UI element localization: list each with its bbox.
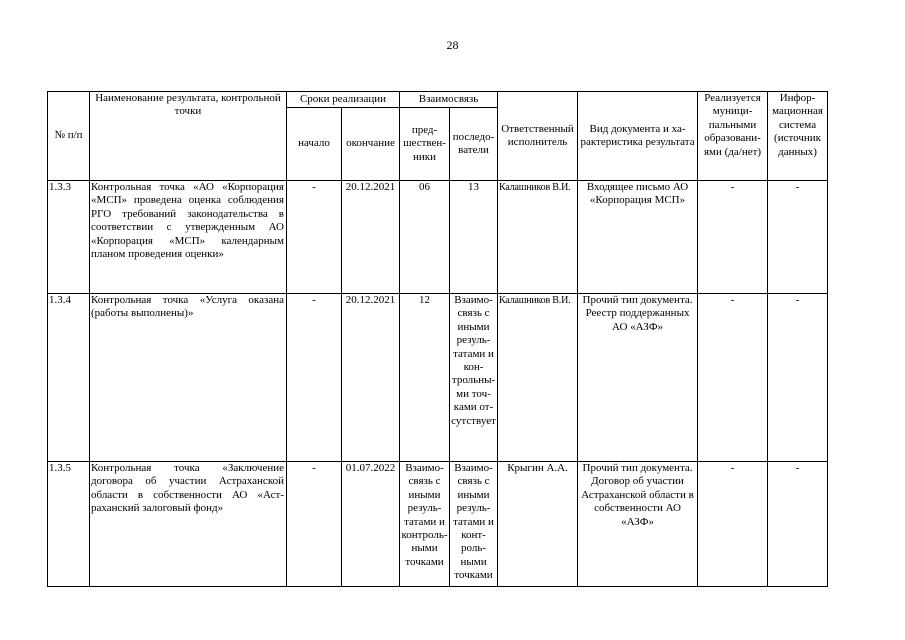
row-end: 01.07.2022 [342, 462, 400, 587]
row-name: Контрольная точка «АО «Корпорация «МСП» проведена оценка соблюдения РГО требований законодательства в соответствии с утвержденным АО «Корпорация «МСП» календарным планом проведения оценки» [90, 181, 287, 294]
table-row [48, 181, 828, 294]
header-municipal: Реализуется муниципальными образованиями (да/нет) [698, 92, 768, 181]
row-doc-type: Прочий тип документа. Договор об участии Астраханской области в собственности АО «АЗФ» [578, 462, 698, 587]
row-num: 1.3.5 [48, 462, 90, 587]
row-num: 1.3.4 [48, 294, 90, 462]
row-end: 20.12.2021 [342, 181, 400, 294]
row-municipal: - [698, 462, 768, 587]
row-end: 20.12.2021 [342, 294, 400, 462]
row-municipal: - [698, 181, 768, 294]
row-info-system: - [768, 462, 828, 587]
header-executor: Ответственный исполнитель [498, 92, 578, 181]
row-predecessors: 12 [400, 294, 450, 462]
header-num: № п/п [48, 92, 90, 181]
row-executor: Калашников В.И. [498, 181, 578, 294]
table-row [48, 462, 828, 587]
results-table [47, 91, 828, 587]
row-name: Контрольная точка «Услуга оказана (работы выполнены)» [90, 294, 287, 462]
page-number: 28 [446, 38, 459, 52]
row-start: - [287, 294, 342, 462]
row-successors: Взаимосвязь с иными результатами и контрольными точками [450, 462, 498, 587]
header-info-system: Информационная система (источник данных) [768, 92, 828, 181]
row-num: 1.3.3 [48, 181, 90, 294]
header-predecessors: предшественники [400, 108, 450, 181]
header-links: Взаимосвязь [400, 92, 498, 108]
header-name: Наименование результата, контрольной точки [90, 92, 287, 181]
header-doc-type: Вид документа и характеристика результата [578, 92, 698, 181]
row-doc-type: Прочий тип документа. Реестр поддержанных АО «АЗФ» [578, 294, 698, 462]
row-info-system: - [768, 294, 828, 462]
header-terms: Сроки реализации [287, 92, 400, 108]
header-end: окончание [342, 108, 400, 181]
row-start: - [287, 462, 342, 587]
row-predecessors: 06 [400, 181, 450, 294]
row-successors: 13 [450, 181, 498, 294]
row-successors: Взаимосвязь с иными результатами и контрольными точками отсутствует [450, 294, 498, 462]
row-doc-type: Входящее письмо АО «Корпорация МСП» [578, 181, 698, 294]
header-successors: последователи [450, 108, 498, 181]
row-predecessors: Взаимосвязь с иными результатами и контрольными точками [400, 462, 450, 587]
row-start: - [287, 181, 342, 294]
row-info-system: - [768, 181, 828, 294]
row-municipal: - [698, 294, 768, 462]
header-start: начало [287, 108, 342, 181]
table-row [48, 294, 828, 462]
row-executor: Крыгин А.А. [498, 462, 578, 587]
row-name: Контрольная точка «Заключение договора об участии Астраханской области в собственности АО «Астраханский залоговый фонд» [90, 462, 287, 587]
row-executor: Калашников В.И. [498, 294, 578, 462]
